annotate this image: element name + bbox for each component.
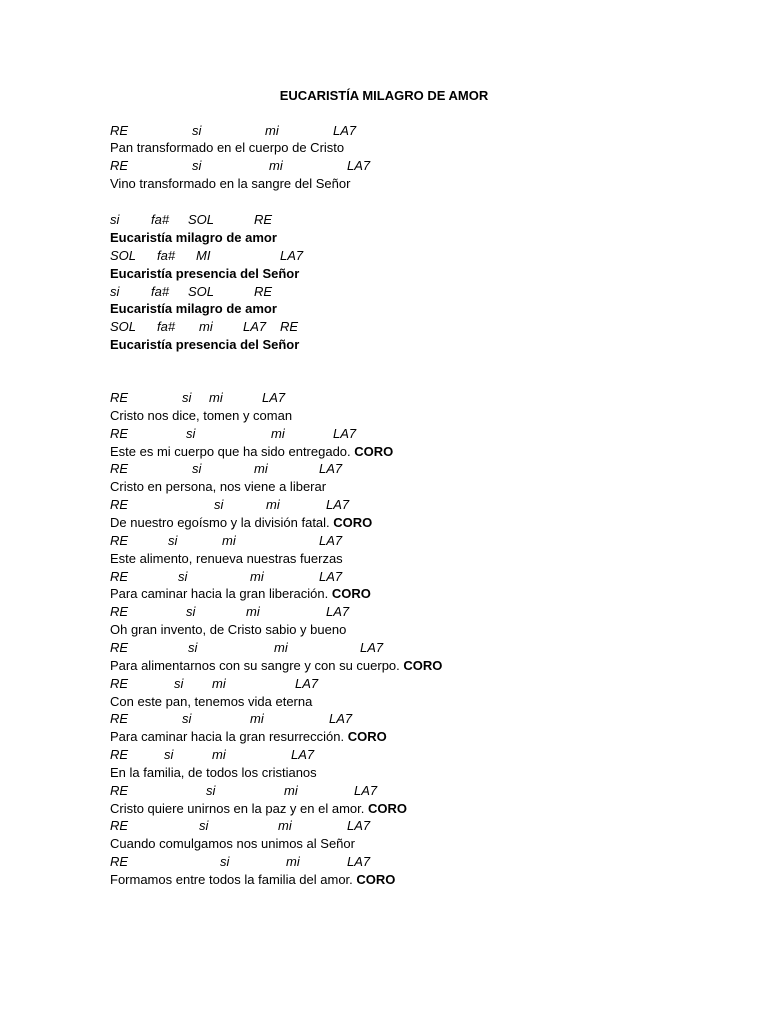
chord: LA7 xyxy=(326,497,350,512)
chord: si xyxy=(168,533,178,548)
chord: SOL xyxy=(110,319,137,334)
chord: LA7 xyxy=(347,158,371,173)
chord: LA7 xyxy=(354,783,378,798)
chord: LA7 xyxy=(329,711,353,726)
chord: RE xyxy=(110,783,129,798)
coro-label: CORO xyxy=(367,801,407,816)
lyric-line: Vino transformado en la sangre del Señor xyxy=(110,176,351,191)
chord: mi xyxy=(274,640,288,655)
chord: RE xyxy=(110,390,129,405)
chord: si xyxy=(206,783,216,798)
chord: si xyxy=(182,390,192,405)
chorus-line: Eucaristía milagro de amor xyxy=(110,301,277,316)
chord: LA7 xyxy=(333,123,357,138)
chord: RE xyxy=(280,319,299,334)
chord: mi xyxy=(266,497,280,512)
lyric-text: Para caminar hacia la gran resurrección. xyxy=(110,729,345,744)
coro-label: CORO xyxy=(354,444,394,459)
chord: RE xyxy=(110,604,129,619)
lyric-text: De nuestro egoísmo y la división fatal. xyxy=(110,515,330,530)
chord: mi xyxy=(265,123,279,138)
chord: SOL xyxy=(188,212,215,227)
chord: RE xyxy=(110,533,129,548)
lyric-line xyxy=(110,728,387,746)
chord-line xyxy=(110,247,304,265)
chord: si xyxy=(164,747,174,762)
lyric-line: Cuando comulgamos nos unimos al Señor xyxy=(110,836,355,851)
chord: RE xyxy=(110,818,129,833)
chord: LA7 xyxy=(295,676,319,691)
chord: mi xyxy=(250,569,264,584)
chord: LA7 xyxy=(326,604,350,619)
chord: LA7 xyxy=(319,533,343,548)
chord-line xyxy=(110,746,315,764)
chord: si xyxy=(110,212,120,227)
chord: LA7 xyxy=(333,426,357,441)
chord: mi xyxy=(209,390,223,405)
chord: RE xyxy=(254,212,273,227)
chord-line xyxy=(110,675,319,693)
chord-line xyxy=(110,782,378,800)
lyric-line xyxy=(110,657,442,675)
chord: SOL xyxy=(188,284,215,299)
chord: si xyxy=(110,284,120,299)
chorus-line: Eucaristía milagro de amor xyxy=(110,230,277,245)
lyric-line xyxy=(110,443,393,461)
chord-line xyxy=(110,389,286,407)
chord: RE xyxy=(110,158,129,173)
chord: LA7 xyxy=(360,640,384,655)
chord: RE xyxy=(110,497,129,512)
chord: mi xyxy=(199,319,213,334)
chord: RE xyxy=(254,284,273,299)
chord: SOL xyxy=(110,248,137,263)
chord-line xyxy=(110,853,371,871)
lyric-line xyxy=(110,871,395,889)
chord: fa# xyxy=(151,212,170,227)
lyric-line xyxy=(110,514,372,532)
chord: LA7 xyxy=(280,248,304,263)
chord: RE xyxy=(110,426,129,441)
chord: si xyxy=(199,818,209,833)
chord: RE xyxy=(110,747,129,762)
chord: RE xyxy=(110,123,129,138)
chord: mi xyxy=(222,533,236,548)
chord: si xyxy=(188,640,198,655)
chord-line xyxy=(110,122,357,140)
chorus-line: Eucaristía presencia del Señor xyxy=(110,266,300,281)
chord-line xyxy=(110,157,371,175)
chord: si xyxy=(192,123,202,138)
chord: fa# xyxy=(151,284,170,299)
chord-line xyxy=(110,710,353,728)
chord: mi xyxy=(212,676,226,691)
chord: mi xyxy=(212,747,226,762)
chord: LA7 xyxy=(319,569,343,584)
chord: mi xyxy=(254,461,268,476)
lyric-line: Cristo nos dice, tomen y coman xyxy=(110,408,293,423)
lyric-line: Con este pan, tenemos vida eterna xyxy=(110,694,313,709)
lyric-text: Este es mi cuerpo que ha sido entregado. xyxy=(110,444,351,459)
chord: mi xyxy=(284,783,298,798)
chord: mi xyxy=(246,604,260,619)
chord-line xyxy=(110,568,343,586)
lyric-text: Para caminar hacia la gran liberación. xyxy=(110,586,329,601)
chord: si xyxy=(192,158,202,173)
chord: fa# xyxy=(157,319,176,334)
chord-line xyxy=(110,425,357,443)
chord: si xyxy=(178,569,188,584)
chord: LA7 xyxy=(262,390,286,405)
chord-line xyxy=(110,318,299,336)
chord-line xyxy=(110,460,343,478)
lyric-line: En la familia, de todos los cristianos xyxy=(110,765,317,780)
chord: si xyxy=(214,497,224,512)
chord: mi xyxy=(269,158,283,173)
chord: si xyxy=(220,854,230,869)
coro-label: CORO xyxy=(331,586,371,601)
chord-line xyxy=(110,496,350,514)
chord-line xyxy=(110,532,343,550)
chord: mi xyxy=(250,711,264,726)
song-title: EUCARISTÍA MILAGRO DE AMOR xyxy=(279,88,489,103)
lyric-line: Pan transformado en el cuerpo de Cristo xyxy=(110,140,345,155)
coro-label: CORO xyxy=(356,872,396,887)
lyric-text: Cristo quiere unirnos en la paz y en el amor. xyxy=(110,801,365,816)
chord: mi xyxy=(286,854,300,869)
chord: LA7 xyxy=(243,319,267,334)
chorus-line: Eucaristía presencia del Señor xyxy=(110,337,300,352)
chord: MI xyxy=(196,248,211,263)
lyric-line xyxy=(110,800,407,818)
lyric-line: Este alimento, renueva nuestras fuerzas xyxy=(110,551,343,566)
chord-line xyxy=(110,603,350,621)
lyric-line: Oh gran invento, de Cristo sabio y bueno xyxy=(110,622,347,637)
lyric-line: Cristo en persona, nos viene a liberar xyxy=(110,479,327,494)
chord-line xyxy=(110,211,273,229)
chord: RE xyxy=(110,640,129,655)
chord: mi xyxy=(278,818,292,833)
chord: si xyxy=(174,676,184,691)
lyric-text: Formamos entre todos la familia del amor. xyxy=(110,872,353,887)
chord: RE xyxy=(110,461,129,476)
chord: LA7 xyxy=(291,747,315,762)
chord: RE xyxy=(110,711,129,726)
chord: si xyxy=(192,461,202,476)
chord-line xyxy=(110,639,384,657)
chord: si xyxy=(186,604,196,619)
chord: RE xyxy=(110,854,129,869)
chord: LA7 xyxy=(319,461,343,476)
coro-label: CORO xyxy=(333,515,373,530)
chord: si xyxy=(186,426,196,441)
chord: LA7 xyxy=(347,818,371,833)
lyric-line xyxy=(110,585,371,603)
chord: fa# xyxy=(157,248,176,263)
chord: si xyxy=(182,711,192,726)
coro-label: CORO xyxy=(403,658,443,673)
chord: RE xyxy=(110,569,129,584)
chord: RE xyxy=(110,676,129,691)
chord: mi xyxy=(271,426,285,441)
lyric-text: Para alimentarnos con su sangre y con su cuerpo. xyxy=(110,658,400,673)
coro-label: CORO xyxy=(347,729,387,744)
chord: LA7 xyxy=(347,854,371,869)
chord-line xyxy=(110,817,371,835)
chord-line xyxy=(110,283,273,301)
